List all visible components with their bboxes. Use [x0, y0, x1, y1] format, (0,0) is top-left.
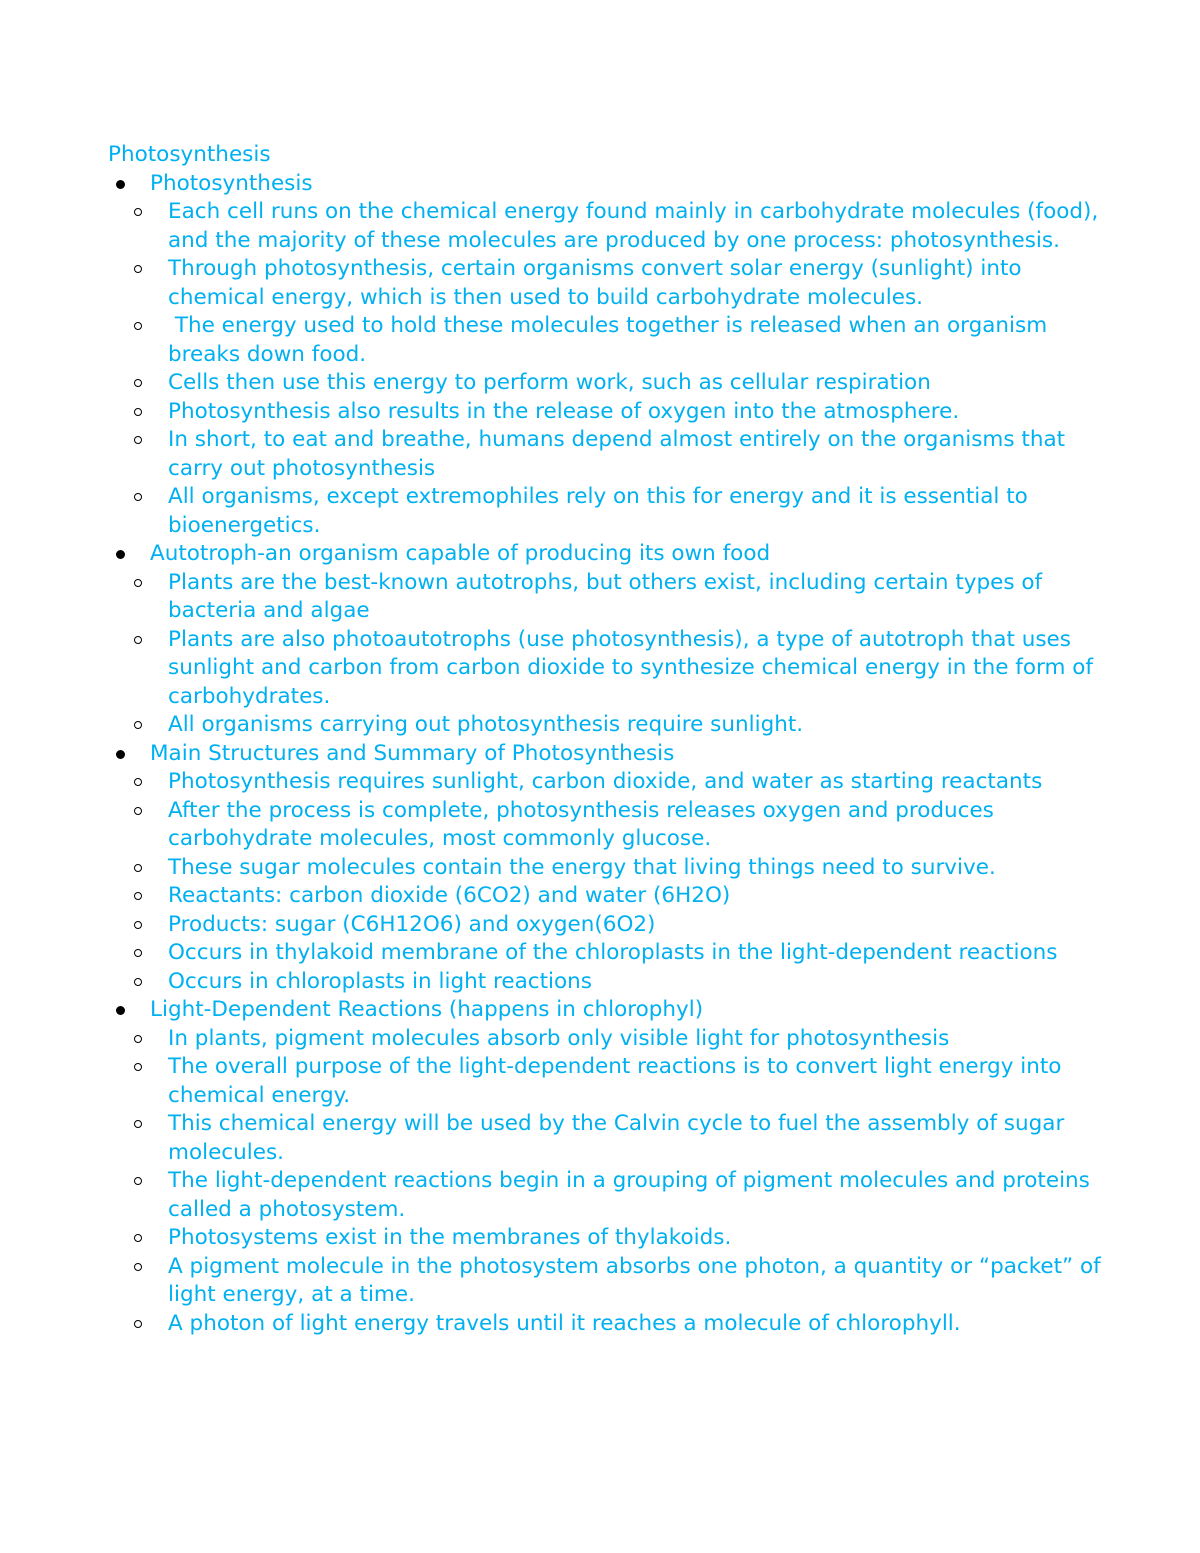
list-item-text: A photon of light energy travels until it reaches a molecule of chlorophyll. — [168, 1310, 961, 1336]
list-item — [150, 1167, 1108, 1224]
bullet-circle-icon — [134, 892, 142, 900]
list-item — [150, 255, 1108, 312]
list-item-text: A pigment molecule in the photosystem absorbs one photon, a quantity or “packet” of light energy, at a time. — [168, 1253, 1108, 1307]
bullet-circle-icon — [134, 493, 142, 501]
point-list — [150, 1025, 1108, 1339]
list-item — [150, 854, 1108, 883]
list-item — [150, 882, 1108, 911]
list-item — [150, 398, 1108, 427]
bullet-circle-icon — [134, 721, 142, 729]
list-item-text: Occurs in chloroplasts in light reactions — [168, 968, 592, 994]
list-item — [150, 968, 1108, 997]
list-item — [150, 1253, 1108, 1310]
point-list — [150, 198, 1108, 540]
document-title: Photosynthesis — [108, 142, 271, 167]
list-item-text: Plants are the best-known autotrophs, but others exist, including certain types of bacteria and algae — [168, 569, 1049, 623]
bullet-circle-icon — [134, 864, 142, 872]
bullet-circle-icon — [134, 778, 142, 786]
bullet-dot-icon — [116, 750, 125, 759]
list-item-text: Cells then use this energy to perform work, such as cellular respiration — [168, 370, 931, 395]
section-heading: Main Structures and Summary of Photosynthesis — [150, 740, 675, 766]
list-item-text: In short, to eat and breathe, humans depend almost entirely on the organisms that carry out photosynthesis — [168, 427, 1072, 481]
list-item-text: Occurs in thylakoid membrane of the chloroplasts in the light-dependent reactions — [168, 940, 1058, 965]
bullet-circle-icon — [134, 636, 142, 644]
list-item-text: All organisms, except extremophiles rely on this for energy and it is essential to bioenergetics. — [168, 484, 1035, 538]
list-item — [150, 1224, 1108, 1253]
list-item — [150, 1310, 1108, 1339]
list-item — [150, 483, 1108, 540]
point-list — [150, 569, 1108, 740]
list-item-text: Photosystems exist in the membranes of thylakoids. — [168, 1225, 732, 1250]
document-body — [108, 141, 1108, 1338]
bullet-circle-icon — [134, 921, 142, 929]
bullet-circle-icon — [134, 949, 142, 957]
list-item-text: Photosynthesis requires sunlight, carbon dioxide, and water as starting reactants — [168, 769, 1043, 794]
list-item — [150, 426, 1108, 483]
bullet-circle-icon — [134, 208, 142, 216]
list-item-text: Products: sugar (C6H12O6) and oxygen(6O2) — [168, 911, 656, 937]
list-item-text: Each cell runs on the chemical energy found mainly in carbohydrate molecules (food), and the majority of these molecules are produced by one process: photosynthesis. — [168, 199, 1106, 253]
bullet-circle-icon — [134, 1177, 142, 1185]
section-heading: Light-Dependent Reactions (happens in chlorophyl) — [150, 997, 704, 1022]
list-item — [150, 711, 1108, 740]
list-item — [150, 768, 1108, 797]
list-item — [150, 1053, 1108, 1110]
bullet-circle-icon — [134, 1063, 142, 1071]
list-item-text: All organisms carrying out photosynthesis require sunlight. — [168, 712, 804, 737]
list-item — [150, 569, 1108, 626]
list-item — [150, 797, 1108, 854]
bullet-dot-icon — [116, 180, 125, 189]
list-item — [150, 939, 1108, 968]
bullet-dot-icon — [116, 1006, 125, 1015]
bullet-circle-icon — [134, 1263, 142, 1271]
bullet-circle-icon — [134, 579, 142, 587]
list-item-text: The overall purpose of the light-dependent reactions is to convert light energy into chemical energy. — [168, 1054, 1069, 1108]
bullet-circle-icon — [134, 1120, 142, 1128]
list-item — [150, 911, 1108, 940]
section-item — [108, 540, 1108, 740]
bullet-circle-icon — [134, 408, 142, 416]
list-item-text: The light-dependent reactions begin in a grouping of pigment molecules and proteins called a photosystem. — [168, 1168, 1097, 1222]
list-item-text: This chemical energy will be used by the Calvin cycle to fuel the assembly of sugar molecules. — [168, 1111, 1072, 1165]
bullet-circle-icon — [134, 1035, 142, 1043]
list-item-text: These sugar molecules contain the energy that living things need to survive. — [168, 854, 996, 880]
list-item — [150, 1025, 1108, 1054]
bullet-circle-icon — [134, 1320, 142, 1328]
bullet-circle-icon — [134, 379, 142, 387]
section-list — [108, 170, 1108, 1339]
bullet-circle-icon — [134, 1234, 142, 1242]
bullet-circle-icon — [134, 807, 142, 815]
bullet-circle-icon — [134, 265, 142, 273]
section-heading: Photosynthesis — [150, 170, 313, 196]
list-item — [150, 312, 1108, 369]
list-item — [150, 198, 1108, 255]
bullet-circle-icon — [134, 978, 142, 986]
list-item-text: Reactants: carbon dioxide (6CO2) and water (6H2O) — [168, 883, 731, 908]
section-item — [108, 740, 1108, 997]
bullet-dot-icon — [116, 550, 125, 559]
list-item — [150, 1110, 1108, 1167]
list-item — [150, 369, 1108, 398]
list-item-text: Through photosynthesis, certain organisms convert solar energy (sunlight) into chemical energy, which is then used to build carbohydrate molecules. — [168, 256, 1029, 310]
list-item-text: The energy used to hold these molecules together is released when an organism breaks down food. — [168, 313, 1055, 367]
section-item — [108, 996, 1108, 1338]
bullet-circle-icon — [134, 322, 142, 330]
section-heading: Autotroph-an organism capable of producing its own food — [150, 541, 771, 566]
point-list — [150, 768, 1108, 996]
list-item-text: Photosynthesis also results in the release of oxygen into the atmosphere. — [168, 398, 960, 424]
list-item-text: Plants are also photoautotrophs (use photosynthesis), a type of autotroph that uses sunlight and carbon from carbon dioxide to synthesize chemical energy in the form of carbohydrates. — [168, 626, 1100, 709]
bullet-circle-icon — [134, 436, 142, 444]
section-item — [108, 170, 1108, 541]
list-item-text: In plants, pigment molecules absorb only visible light for photosynthesis — [168, 1025, 950, 1051]
list-item-text: After the process is complete, photosynthesis releases oxygen and produces carbohydrate molecules, most commonly glucose. — [168, 797, 1001, 851]
list-item — [150, 626, 1108, 712]
